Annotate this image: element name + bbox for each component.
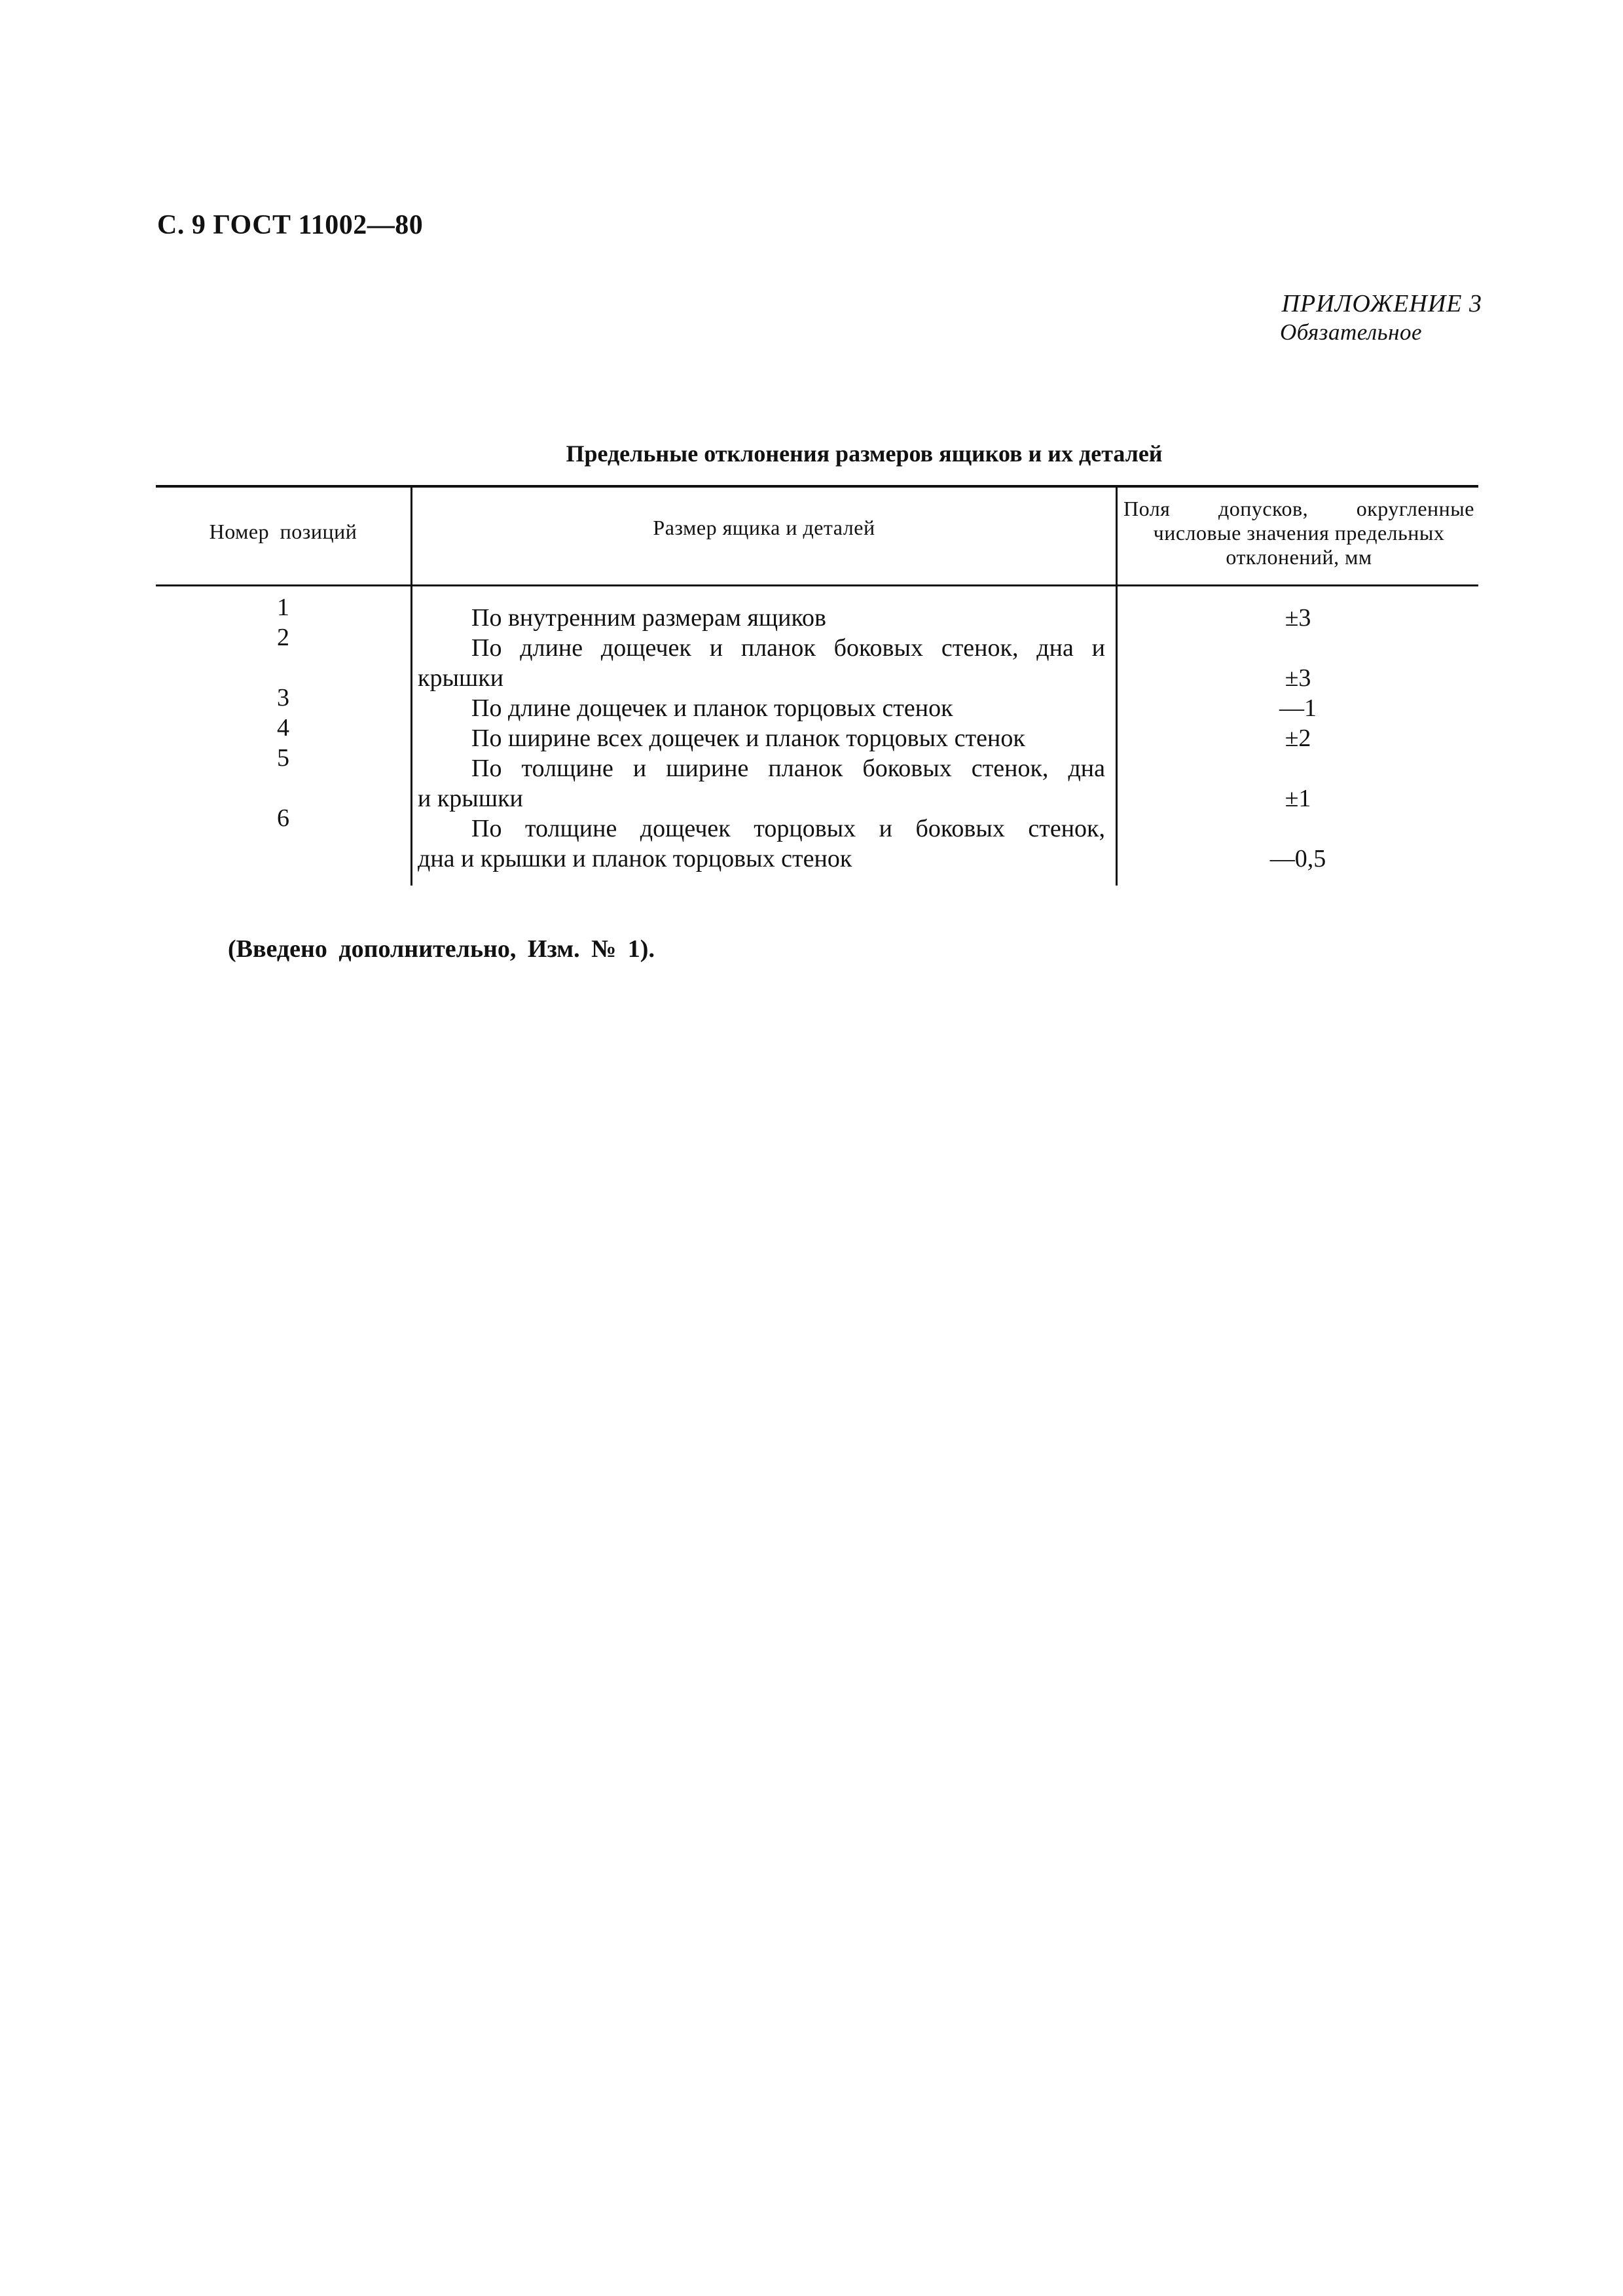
column-header-tolerance-line: Поля допусков, округленные	[1123, 497, 1474, 520]
row-number: 3	[277, 684, 289, 711]
row-tolerance-value: —1	[1279, 694, 1317, 722]
row-tolerance-value: ±3	[1285, 604, 1311, 632]
row-description-line: По длине дощечек и планок боковых стенок, дна и	[471, 634, 1105, 662]
footnote: (Введено дополнительно, Изм. № 1).	[228, 935, 655, 963]
row-number: 6	[277, 804, 289, 832]
appendix-block	[1280, 289, 1482, 346]
row-number: 1	[277, 594, 289, 621]
table-title: Предельные отклонения размеров ящиков и их деталей	[566, 440, 1163, 467]
column-divider	[410, 485, 412, 886]
row-tolerance-value: —0,5	[1269, 845, 1326, 872]
row-description	[418, 753, 1105, 814]
table-header-rule	[156, 584, 1478, 586]
appendix-label: ПРИЛОЖЕНИЕ 3	[1281, 290, 1482, 317]
row-number: 2	[277, 624, 289, 651]
column-header-tolerance-line: отклонений, мм	[1226, 545, 1372, 569]
row-description-line: и крышки	[418, 785, 523, 812]
column-header-number: Номер позиций	[209, 520, 357, 543]
row-description	[418, 633, 1105, 693]
row-number: 4	[277, 714, 289, 742]
table-top-rule	[156, 485, 1478, 488]
row-tolerance-value: ±3	[1285, 664, 1311, 692]
column-header-size: Размер ящика и деталей	[653, 516, 875, 539]
row-description: По внутренним размерам ящиков	[471, 604, 826, 632]
row-description-line: По толщине и ширине планок боковых стенок, дна	[471, 755, 1105, 782]
column-header-tolerance-line: числовые значения предельных	[1153, 521, 1445, 545]
row-description: По длине дощечек и планок торцовых стенок	[471, 694, 953, 722]
row-description	[418, 814, 1105, 874]
row-number: 5	[277, 744, 289, 772]
row-description-line: крышки	[418, 664, 504, 692]
row-description-line: По толщине дощечек торцовых и боковых стенок,	[471, 815, 1105, 842]
row-description-line: дна и крышки и планок торцовых стенок	[418, 845, 852, 872]
row-tolerance-value: ±2	[1285, 725, 1311, 752]
page-header: С. 9 ГОСТ 11002—80	[157, 210, 424, 240]
row-description: По ширине всех дощечек и планок торцовых стенок	[471, 725, 1025, 752]
tolerance-table	[156, 485, 1478, 886]
appendix-status: Обязательное	[1280, 319, 1422, 345]
row-tolerance-value: ±1	[1285, 785, 1311, 812]
column-header-tolerance	[1123, 497, 1474, 569]
